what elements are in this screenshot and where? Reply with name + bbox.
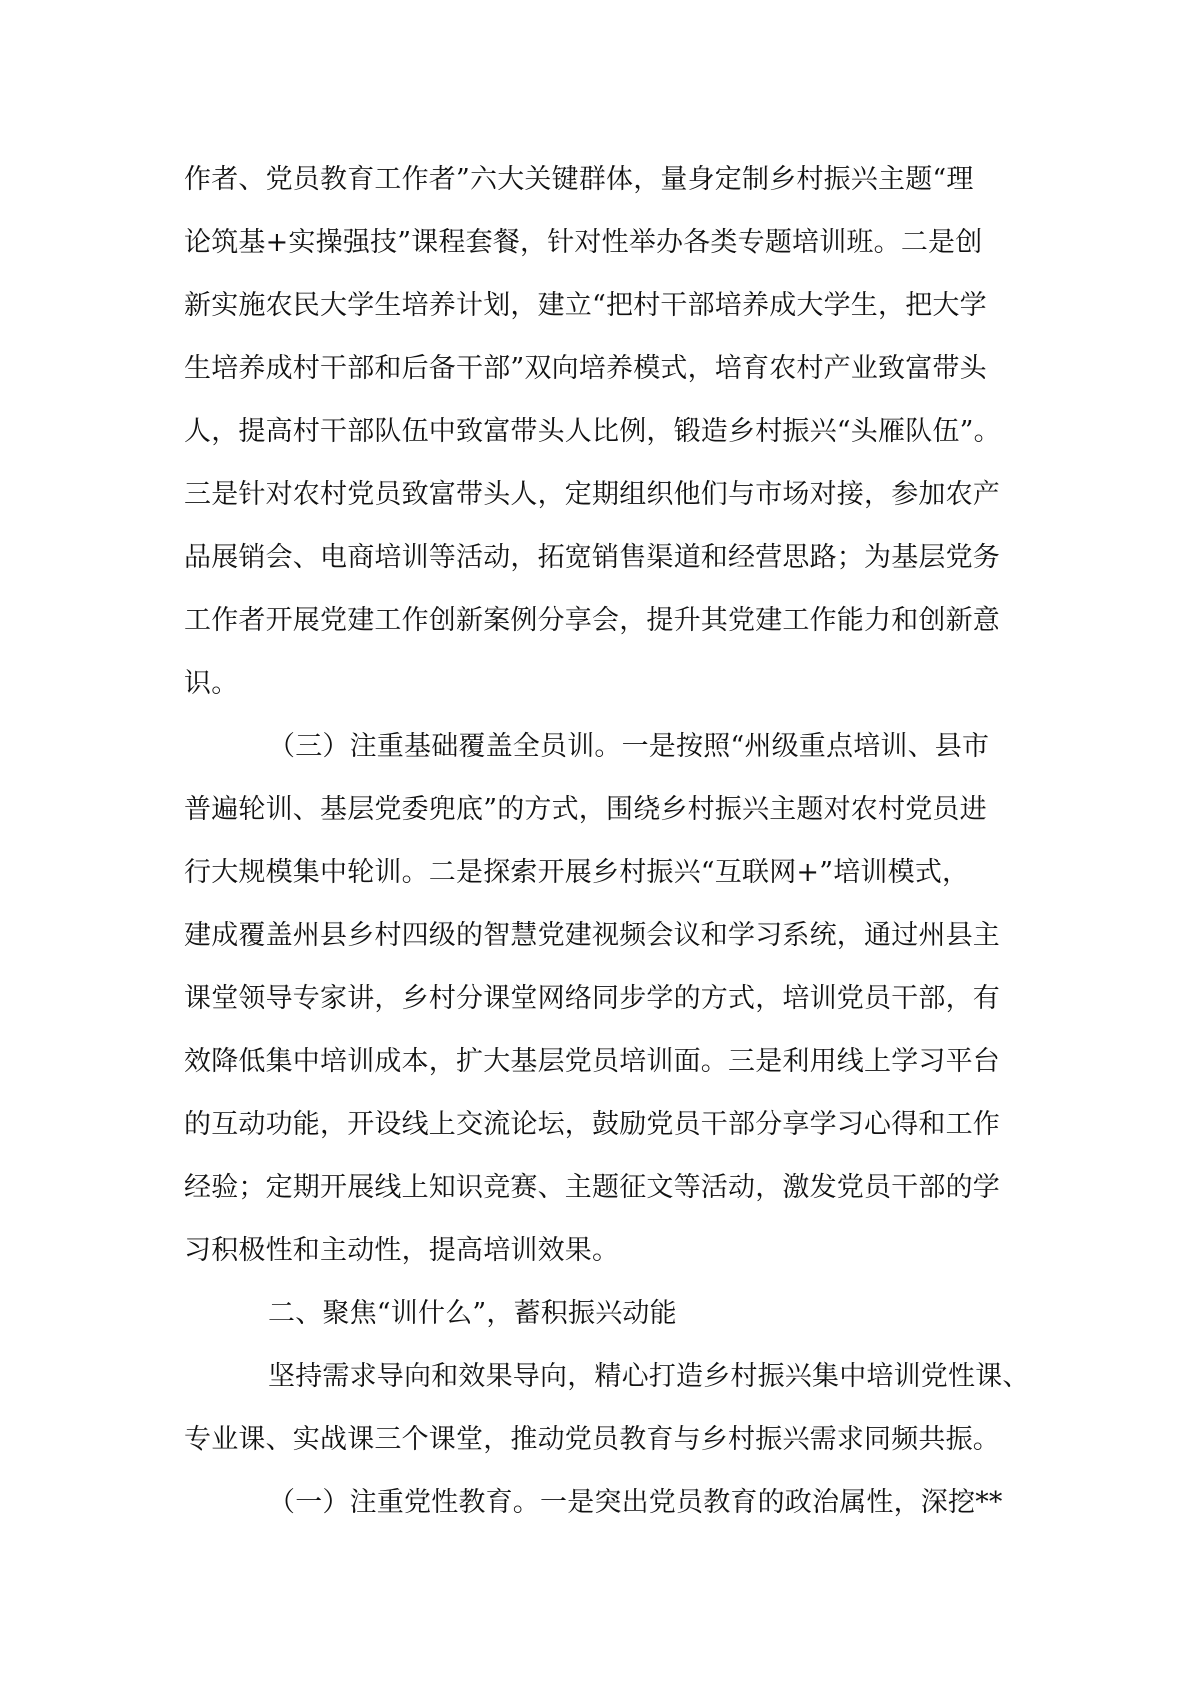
section-heading: 二、聚焦“训什么”，蓄积振兴动能 bbox=[268, 1298, 677, 1329]
text-line: 三是针对农村党员致富带头人，定期组织他们与市场对接，参加农产 bbox=[184, 479, 1000, 510]
paragraph-start-line: 坚持需求导向和效果导向，精心打造乡村振兴集中培训党性课、 bbox=[268, 1361, 1030, 1392]
text-line: 行大规模集中轮训。二是探索开展乡村振兴“互联网+”培训模式， bbox=[184, 857, 970, 888]
text-line: 生培养成村干部和后备干部”双向培养模式，培育农村产业致富带头 bbox=[184, 353, 987, 384]
text-line: 专业课、实战课三个课堂，推动党员教育与乡村振兴需求同频共振。 bbox=[184, 1424, 1000, 1455]
text-line: 普遍轮训、基层党委兜底”的方式，围绕乡村振兴主题对农村党员进 bbox=[184, 794, 987, 825]
text-line: 识。 bbox=[184, 668, 239, 699]
text-line: 的互动功能，开设线上交流论坛，鼓励党员干部分享学习心得和工作 bbox=[184, 1109, 1000, 1140]
text-line: 课堂领导专家讲，乡村分课堂网络同步学的方式，培训党员干部，有 bbox=[184, 983, 1000, 1014]
text-line: 建成覆盖州县乡村四级的智慧党建视频会议和学习系统，通过州县主 bbox=[184, 920, 1000, 951]
subsection-heading-line: （一）注重党性教育。一是突出党员教育的政治属性，深挖** bbox=[268, 1487, 1003, 1518]
document-body bbox=[184, 148, 1030, 1534]
text-line: 品展销会、电商培训等活动，拓宽销售渠道和经营思路；为基层党务 bbox=[184, 542, 1000, 573]
text-line: 习积极性和主动性，提高培训效果。 bbox=[184, 1235, 620, 1266]
section-3-heading-line: （三）注重基础覆盖全员训。一是按照“州级重点培训、县市 bbox=[268, 731, 990, 762]
text-line: 经验；定期开展线上知识竞赛、主题征文等活动，激发党员干部的学 bbox=[184, 1172, 1000, 1203]
text-line: 论筑基+实操强技”课程套餐，针对性举办各类专题培训班。二是创 bbox=[184, 227, 983, 258]
text-line: 新实施农民大学生培养计划，建立“把村干部培养成大学生，把大学 bbox=[184, 290, 987, 321]
text-line: 工作者开展党建工作创新案例分享会，提升其党建工作能力和创新意 bbox=[184, 605, 1000, 636]
text-line: 效降低集中培训成本，扩大基层党员培训面。三是利用线上学习平台 bbox=[184, 1046, 1000, 1077]
text-line: 作者、党员教育工作者”六大关键群体，量身定制乡村振兴主题“理 bbox=[184, 164, 974, 195]
text-line: 人，提高村干部队伍中致富带头人比例，锻造乡村振兴“头雁队伍”。 bbox=[184, 416, 1001, 447]
